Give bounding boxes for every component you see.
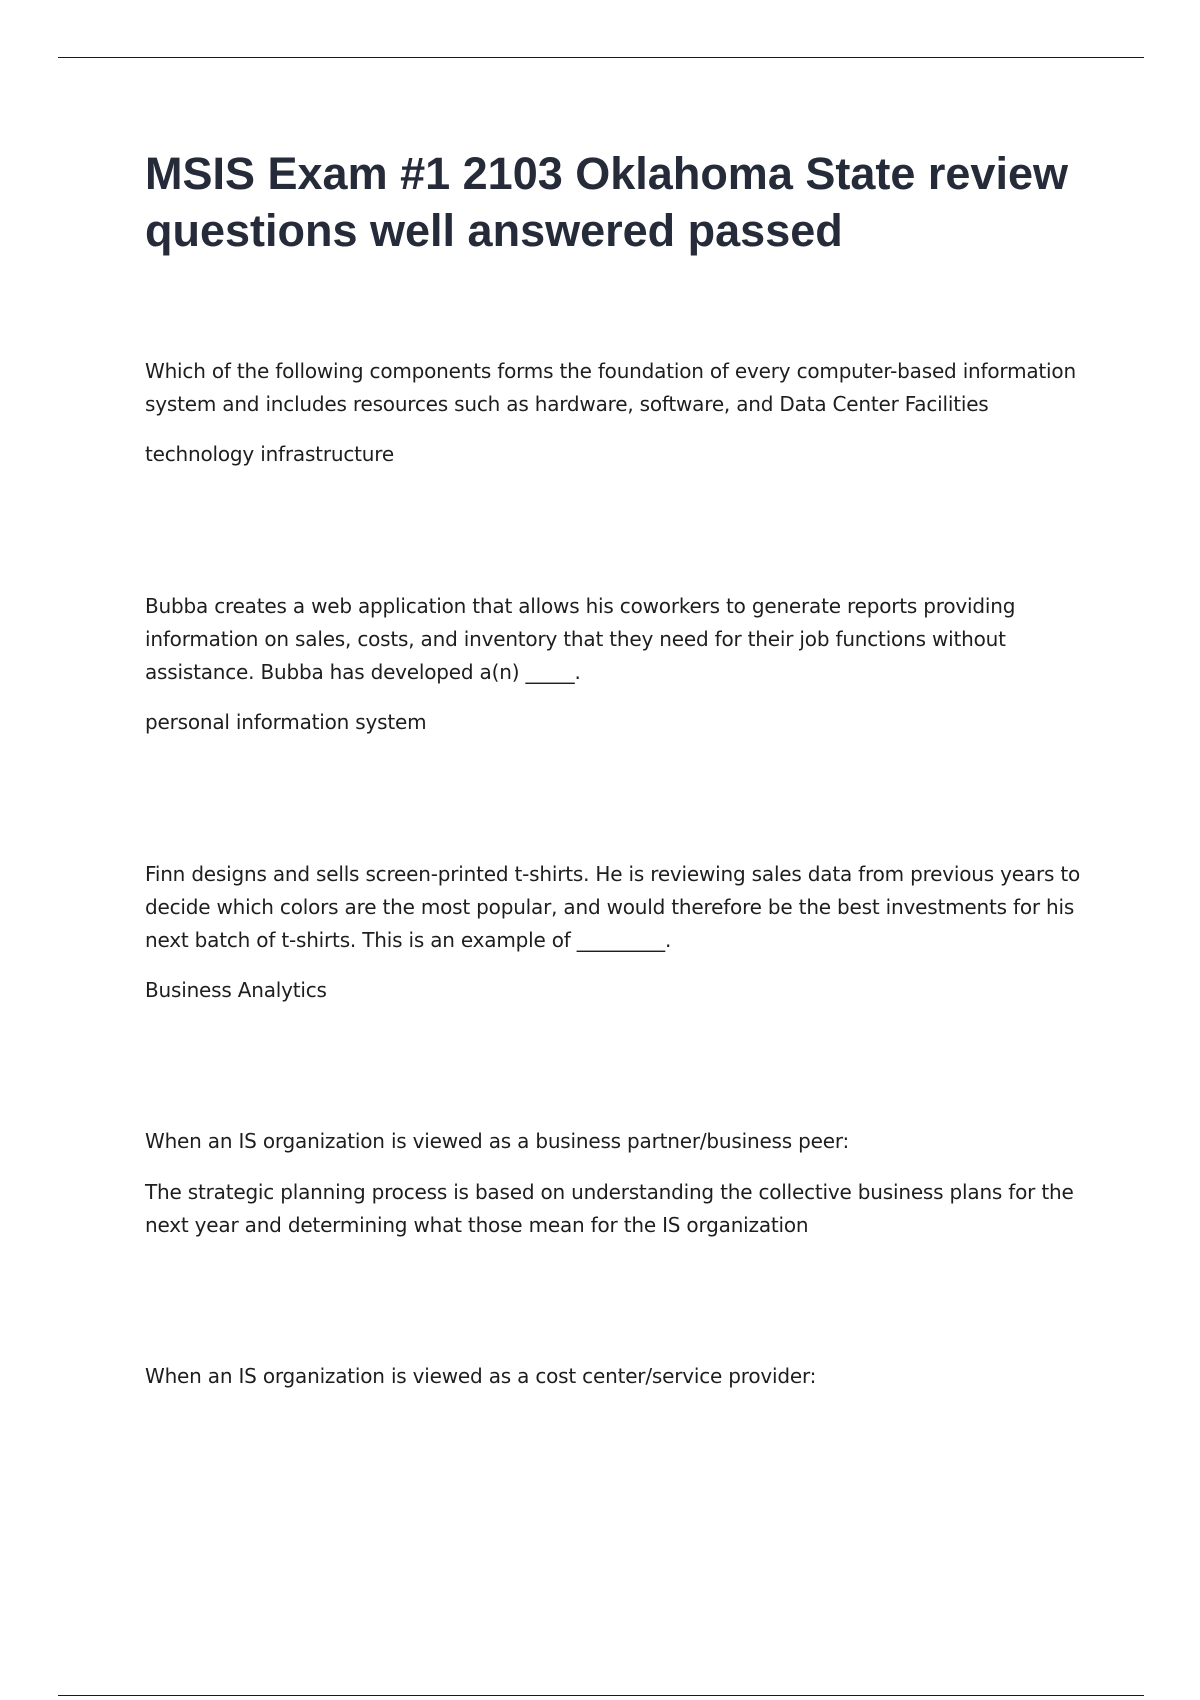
top-rule (58, 57, 1144, 58)
answer-text: Business Analytics (145, 978, 327, 1002)
question-text: Finn designs and sells screen-printed t-shirts. He is reviewing sales data from previous years to decide which colors are the most popular, and would therefore be the best investments for his next batch of t-shirts. This is an example of _________. (145, 862, 1081, 952)
bottom-rule (58, 1695, 1144, 1696)
answer-text: personal information system (145, 710, 427, 734)
document-title: MSIS Exam #1 2103 Oklahoma State review questions well answered passed (145, 148, 1068, 256)
question-text: Which of the following components forms the foundation of every computer-based information system and includes resources such as hardware, software, and Data Center Facilities (145, 359, 1076, 416)
question-text: When an IS organization is viewed as a cost center/service provider: (145, 1364, 817, 1388)
answer-text: The strategic planning process is based on understanding the collective business plans for the next year and determining what those mean for the IS organization (145, 1180, 1074, 1237)
question-text: When an IS organization is viewed as a business partner/business peer: (145, 1129, 850, 1153)
question-text: Bubba creates a web application that allows his coworkers to generate reports providing information on sales, costs, and inventory that they need for their job functions without assistance. Bubba has developed a(n) _____. (145, 594, 1016, 684)
answer-text: technology infrastructure (145, 442, 394, 466)
